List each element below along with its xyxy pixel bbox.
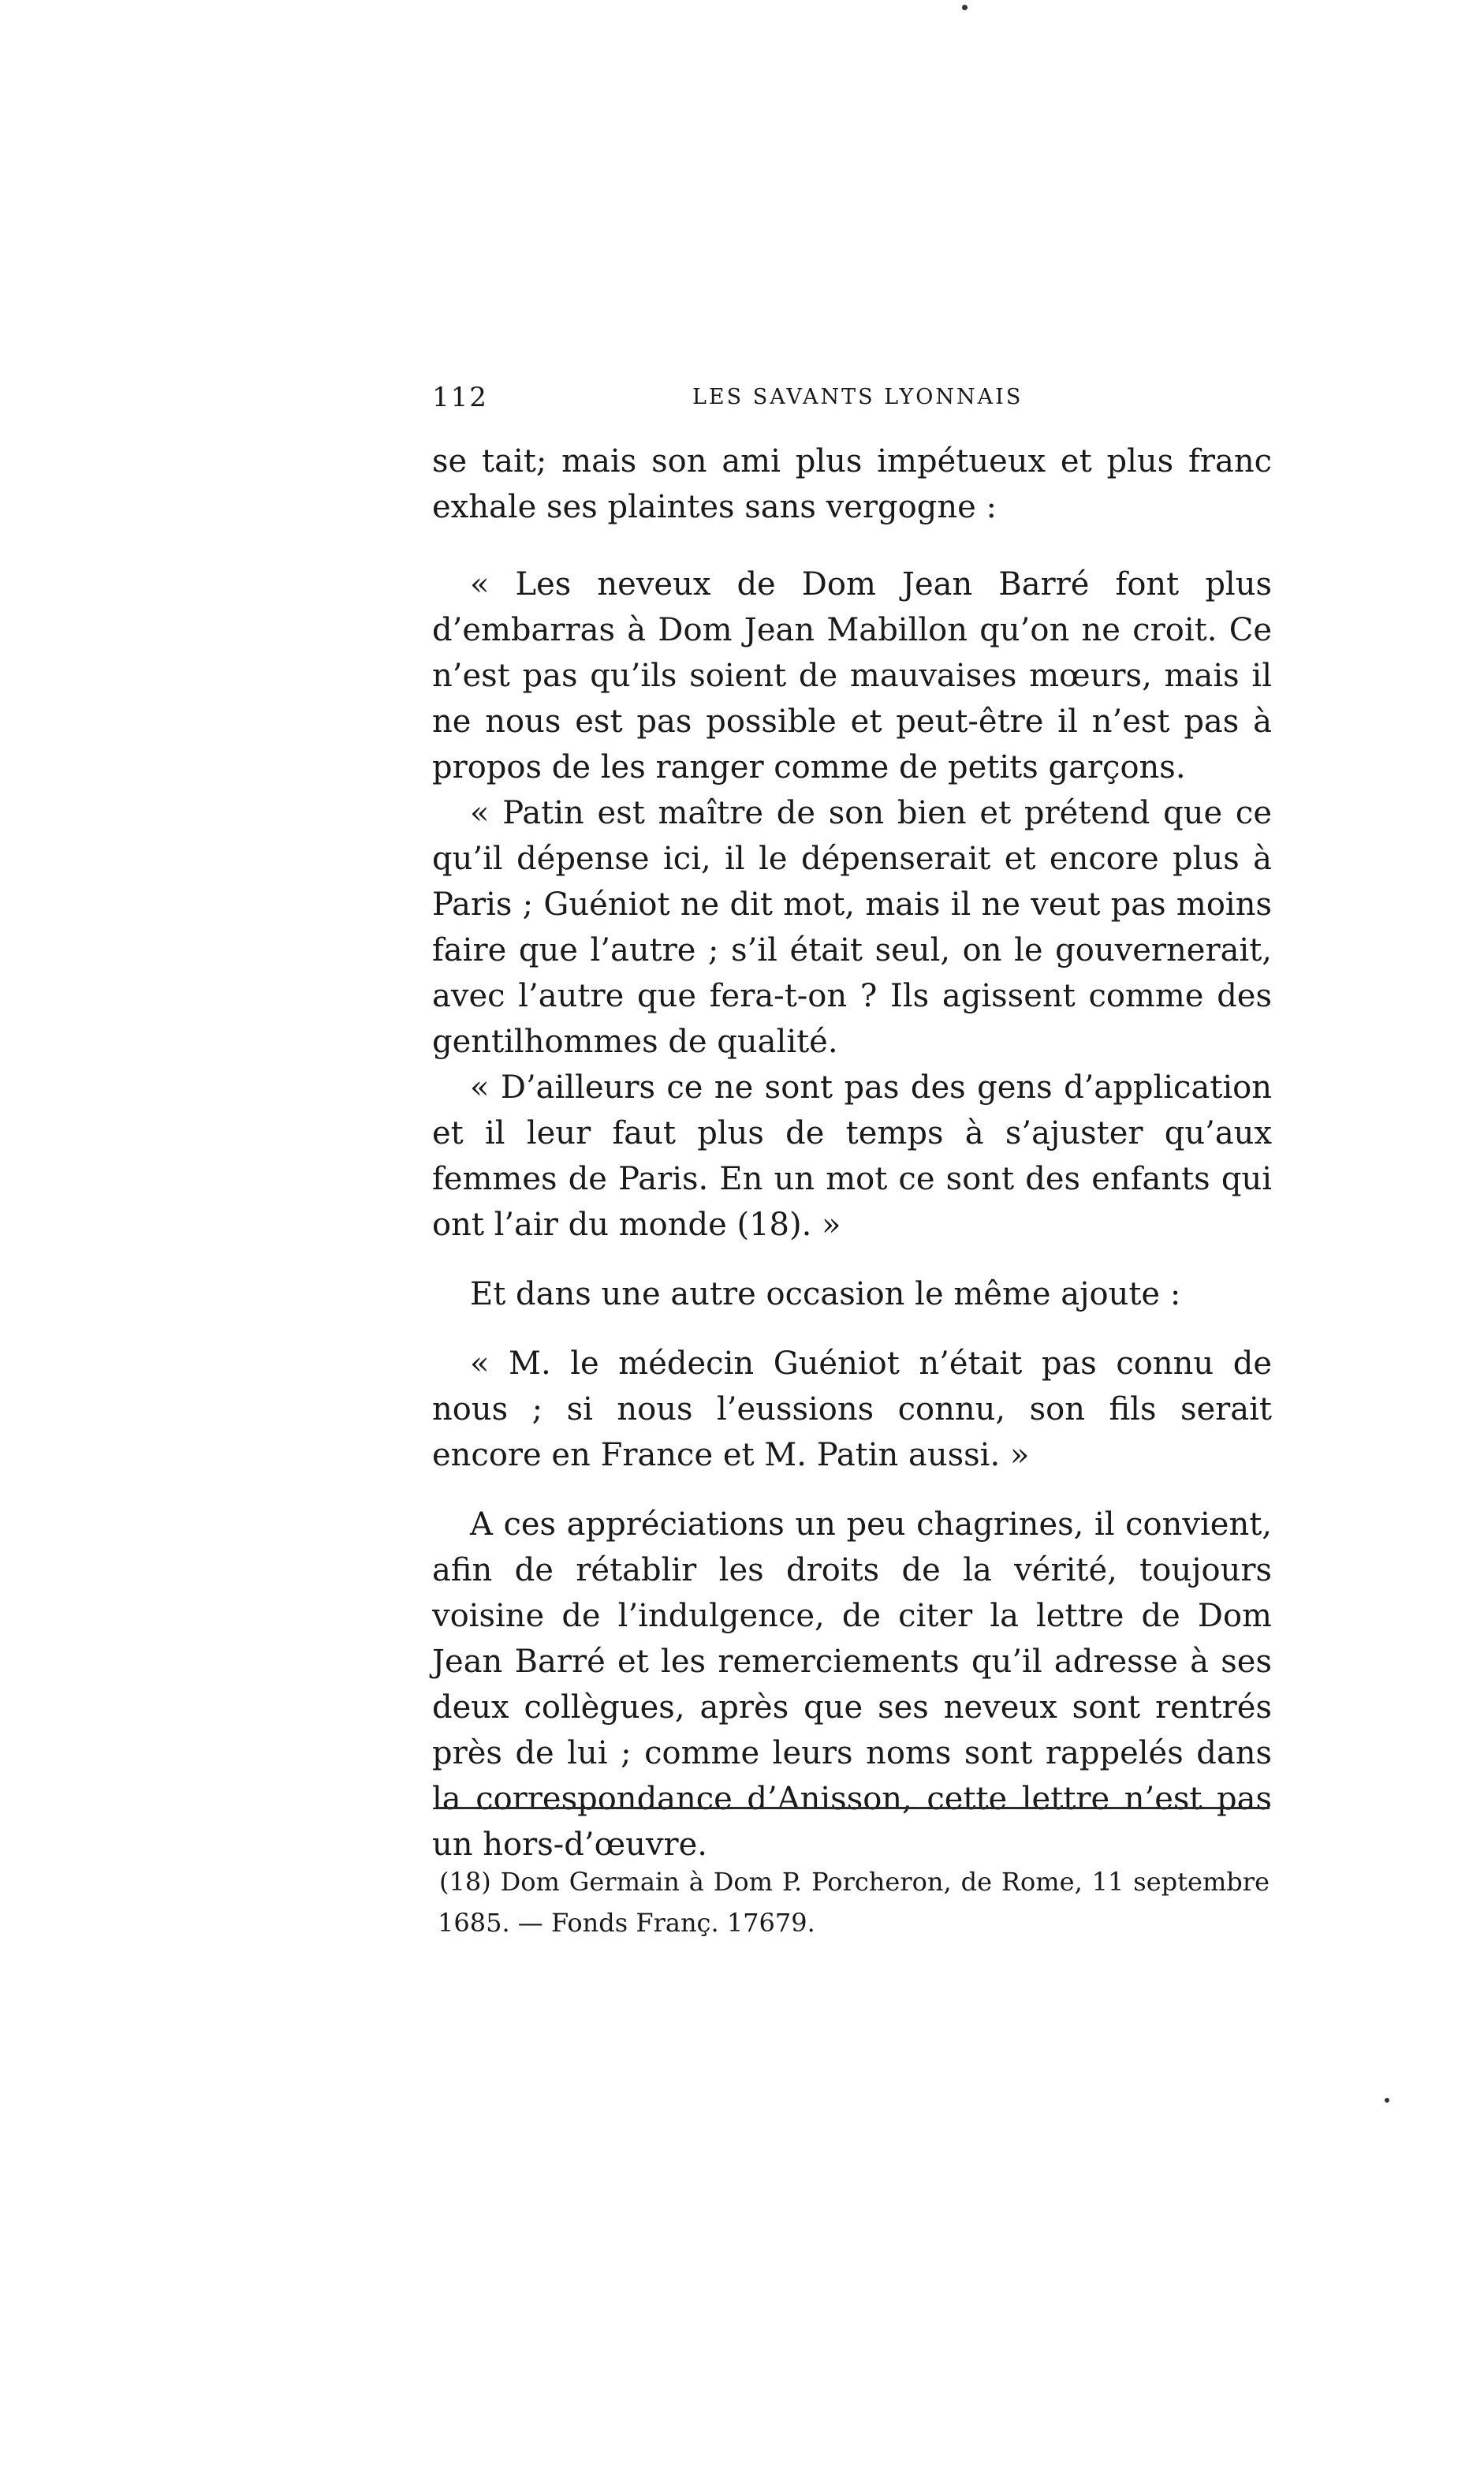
- scan-speck: [962, 5, 968, 10]
- footnote-divider: [438, 1807, 1270, 1809]
- quote-paragraph: « Patin est maître de son bien et prétend que ce qu’il dépense ici, il le dépenserait et encore plus à Paris ; Guéniot ne dit mot, mais il ne veut pas moins faire que l’autre ; s’il était seul, on le gouvernerait, avec l’autre que fera-t-on ? Ils agissent comme des gentilhommes de qualité.: [432, 795, 1272, 1060]
- quote-paragraph: « M. le médecin Guéniot n’était pas connu de nous ; si nous l’eussions connu, son fils serait encore en France et M. Patin aussi. »: [432, 1345, 1272, 1473]
- paragraph: se tait; mais son ami plus impétueux et plus franc exhale ses plaintes sans vergogne :: [432, 443, 1272, 525]
- quote-paragraph: « D’ailleurs ce ne sont pas des gens d’application et il leur faut plus de temps à s’ajuster qu’aux femmes de Paris. En un mot ce sont des enfants qui ont l’air du monde (18). »: [432, 1069, 1272, 1243]
- page-header: [432, 382, 1274, 429]
- quote-paragraph: « Les neveux de Dom Jean Barré font plus d’embarras à Dom Jean Mabillon qu’on ne croit. Ce n’est pas qu’ils soient de mauvaises mœurs, mais il ne nous est pas possible et peut-être il n’est pas à propos de les ranger comme de petits garçons.: [432, 566, 1272, 786]
- scan-speck: [1385, 2098, 1389, 2103]
- body-text: [432, 439, 1272, 1868]
- paragraph: Et dans une autre occasion le même ajoute :: [470, 1276, 1181, 1312]
- running-head: LES SAVANTS LYONNAIS: [692, 385, 1024, 409]
- paragraph: A ces appréciations un peu chagrines, il convient, afin de rétablir les droits de la vérité, toujours voisine de l’indulgence, de citer la lettre de Dom Jean Barré et les remerciements qu’il adresse à ses deux collègues, après que ses neveux sont rentrés près de lui ; comme leurs noms sont rappelés dans la correspondance d’Anisson, cette lettre n’est pas un hors-d’œuvre.: [432, 1506, 1272, 1863]
- footnote: (18) Dom Germain à Dom P. Porcheron, de Rome, 11 septembre 1685. — Fonds Franç. 17679.: [438, 1867, 1270, 1938]
- page-number: 112: [432, 382, 488, 413]
